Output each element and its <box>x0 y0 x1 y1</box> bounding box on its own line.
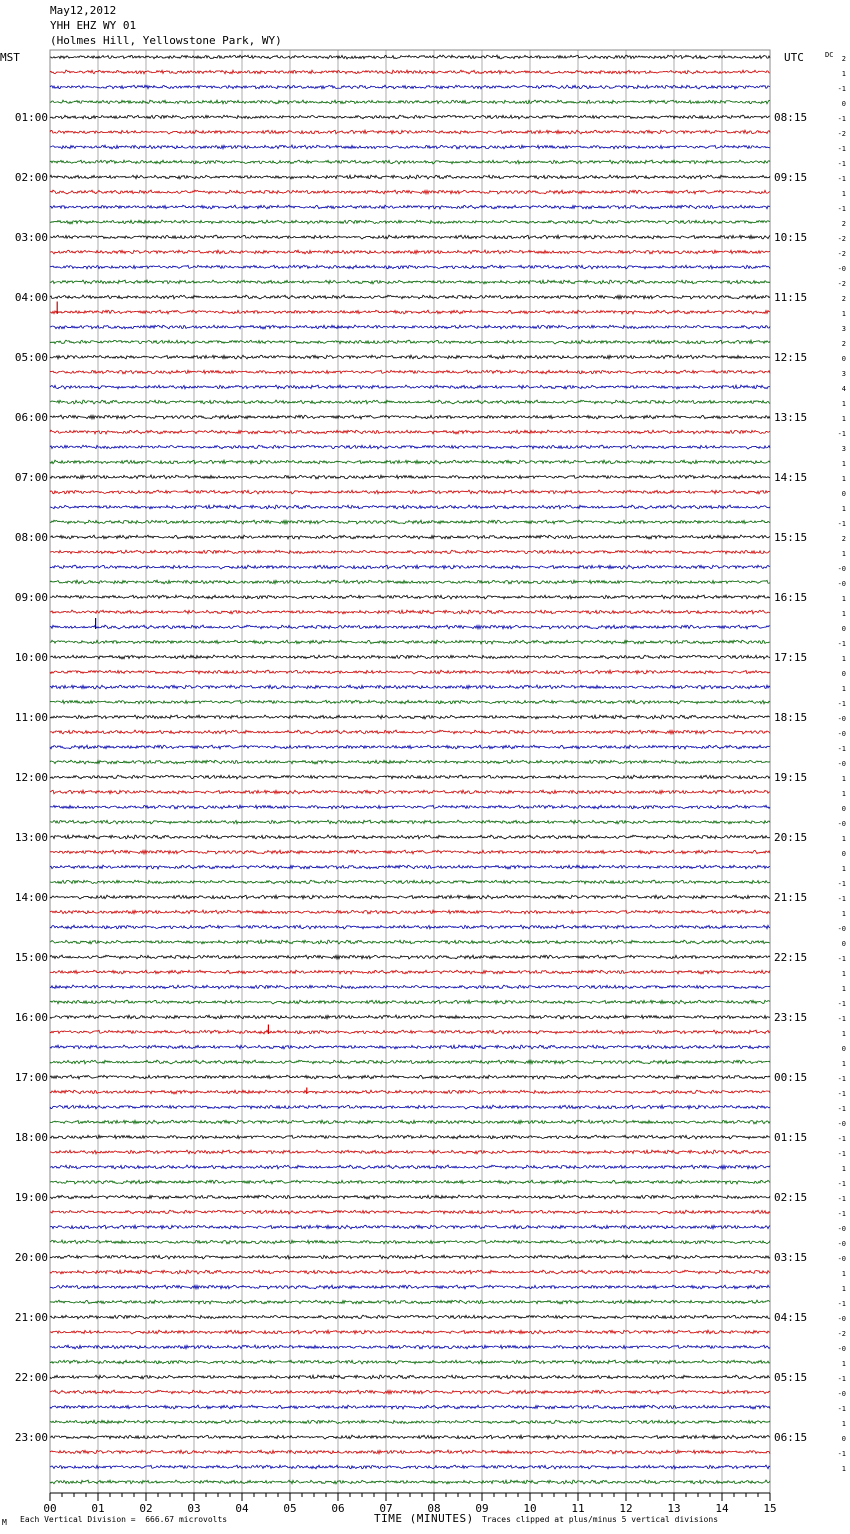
dc-offset-value: -1 <box>837 1090 846 1098</box>
left-axis-title-mst: MST <box>0 51 20 64</box>
trace-line <box>50 1450 770 1454</box>
dc-offset-value: 1 <box>841 1060 846 1068</box>
dc-column-title: DC <box>825 51 834 59</box>
x-tick-label: 06 <box>331 1502 345 1515</box>
trace-line <box>50 265 770 269</box>
dc-offset-value: -1 <box>837 1105 846 1113</box>
dc-offset-value: -0 <box>837 1225 846 1233</box>
dc-offset-value: 3 <box>841 325 846 333</box>
dc-offset-value: 1 <box>841 1165 846 1173</box>
dc-offset-value: 1 <box>841 505 846 513</box>
dc-offset-value: -1 <box>837 1015 846 1023</box>
utc-hour-label: 21:15 <box>774 891 808 904</box>
utc-hour-label: 11:15 <box>774 291 808 304</box>
x-tick-label: 04 <box>235 1502 249 1515</box>
mst-hour-label: 06:00 <box>14 411 48 424</box>
dc-offset-value: 2 <box>841 535 846 543</box>
dc-offset-value: 1 <box>841 1270 846 1278</box>
mst-hour-label: 16:00 <box>14 1011 48 1024</box>
utc-hour-label: 20:15 <box>774 831 808 844</box>
mst-hour-label: 22:00 <box>14 1371 48 1384</box>
utc-hour-label: 05:15 <box>774 1371 808 1384</box>
dc-offset-value: 1 <box>841 190 846 198</box>
dc-offset-value: -0 <box>837 1390 846 1398</box>
corner-mark: M <box>2 1518 7 1527</box>
trace-line <box>50 610 770 614</box>
dc-offset-value: 1 <box>841 400 846 408</box>
trace-line <box>50 640 770 644</box>
dc-offset-value: -1 <box>837 85 846 93</box>
dc-offset-value: 1 <box>841 910 846 918</box>
dc-offset-value: -0 <box>837 1345 846 1353</box>
trace-line <box>50 1435 770 1439</box>
dc-offset-value: 1 <box>841 985 846 993</box>
dc-offset-value: -0 <box>837 715 846 723</box>
mst-hour-label: 02:00 <box>14 171 48 184</box>
trace-line <box>50 550 770 554</box>
right-axis-title-utc: UTC <box>784 51 804 64</box>
dc-offset-value: -1 <box>837 1405 846 1413</box>
trace-line <box>50 175 770 179</box>
trace-line <box>50 790 770 794</box>
utc-hour-label: 22:15 <box>774 951 808 964</box>
dc-offset-value: -1 <box>837 520 846 528</box>
dc-offset-value: 2 <box>841 220 846 228</box>
utc-hour-label: 09:15 <box>774 171 808 184</box>
dc-offset-value: 1 <box>841 1420 846 1428</box>
utc-hour-label: 10:15 <box>774 231 808 244</box>
trace-line <box>50 505 770 509</box>
x-tick-label: 07 <box>379 1502 393 1515</box>
utc-hour-label: 03:15 <box>774 1251 808 1264</box>
dc-offset-value: 4 <box>841 385 846 393</box>
trace-line <box>50 295 770 299</box>
x-tick-label: 13 <box>667 1502 681 1515</box>
mst-hour-label: 01:00 <box>14 111 48 124</box>
trace-line <box>50 1255 770 1259</box>
trace-line <box>50 85 770 89</box>
dc-offset-value: 1 <box>841 550 846 558</box>
trace-line <box>50 1480 770 1484</box>
trace-line <box>50 1465 770 1469</box>
trace-line <box>50 1270 770 1274</box>
mst-hour-label: 10:00 <box>14 651 48 664</box>
dc-offset-value: 1 <box>841 655 846 663</box>
x-tick-label: 14 <box>715 1502 729 1515</box>
dc-offset-value: 1 <box>841 1030 846 1038</box>
dc-offset-value: 2 <box>841 340 846 348</box>
dc-offset-value: -0 <box>837 730 846 738</box>
utc-hour-label: 17:15 <box>774 651 808 664</box>
trace-line <box>50 910 770 914</box>
dc-offset-value: -2 <box>837 250 846 258</box>
dc-offset-value: -0 <box>837 925 846 933</box>
trace-line <box>50 865 770 869</box>
dc-offset-value: -1 <box>837 145 846 153</box>
utc-hour-label: 14:15 <box>774 471 808 484</box>
trace-line <box>50 415 770 419</box>
trace-line <box>50 205 770 209</box>
dc-offset-value: -1 <box>837 880 846 888</box>
dc-offset-value: 1 <box>841 595 846 603</box>
dc-offset-value: 3 <box>841 445 846 453</box>
dc-offset-value: -1 <box>837 1135 846 1143</box>
trace-line <box>50 1165 770 1169</box>
utc-hour-label: 01:15 <box>774 1131 808 1144</box>
x-tick-label: 09 <box>475 1502 489 1515</box>
trace-line <box>50 850 770 854</box>
x-axis-title: TIME (MINUTES) <box>374 1512 474 1525</box>
utc-hour-label: 06:15 <box>774 1431 808 1444</box>
utc-hour-label: 15:15 <box>774 531 808 544</box>
dc-offset-value: -1 <box>837 115 846 123</box>
utc-hour-label: 08:15 <box>774 111 808 124</box>
utc-hour-label: 13:15 <box>774 411 808 424</box>
dc-offset-value: 0 <box>841 1435 846 1443</box>
clip-note: Traces clipped at plus/minus 5 vertical divisions <box>482 1515 719 1524</box>
trace-line <box>50 835 770 839</box>
trace-line <box>50 100 770 104</box>
dc-offset-value: -1 <box>837 1210 846 1218</box>
trace-line <box>50 1360 770 1364</box>
mst-hour-label: 13:00 <box>14 831 48 844</box>
trace-line <box>50 1150 770 1154</box>
trace-line <box>50 310 770 314</box>
dc-offset-value: 1 <box>841 70 846 78</box>
mst-hour-label: 14:00 <box>14 891 48 904</box>
mst-hour-label: 15:00 <box>14 951 48 964</box>
dc-offset-value: -1 <box>837 895 846 903</box>
trace-line <box>50 235 770 239</box>
vertical-scale-label: Each Vertical Division = 666.67 microvolts <box>20 1515 228 1524</box>
dc-offset-value: -2 <box>837 130 846 138</box>
x-tick-label: 01 <box>91 1502 105 1515</box>
dc-offset-value: 0 <box>841 1045 846 1053</box>
dc-offset-value: -1 <box>837 1450 846 1458</box>
trace-line <box>50 220 770 224</box>
dc-offset-value: 1 <box>841 775 846 783</box>
dc-offset-value: -1 <box>837 1075 846 1083</box>
utc-hour-label: 18:15 <box>774 711 808 724</box>
mst-hour-label: 04:00 <box>14 291 48 304</box>
trace-line <box>50 1090 770 1094</box>
trace-line <box>50 340 770 344</box>
dc-offset-value: 0 <box>841 850 846 858</box>
trace-line <box>50 1390 770 1394</box>
trace-line <box>50 1420 770 1424</box>
mst-hour-label: 03:00 <box>14 231 48 244</box>
dc-offset-value: -1 <box>837 205 846 213</box>
station-location: (Holmes Hill, Yellowstone Park, WY) <box>50 34 282 47</box>
trace-line <box>50 1045 770 1049</box>
dc-offset-value: -1 <box>837 1000 846 1008</box>
dc-offset-value: 1 <box>841 835 846 843</box>
dc-offset-value: 0 <box>841 490 846 498</box>
dc-offset-value: -0 <box>837 565 846 573</box>
mst-hour-label: 19:00 <box>14 1191 48 1204</box>
dc-offset-value: -0 <box>837 1120 846 1128</box>
trace-line <box>50 670 770 674</box>
dc-offset-value: -0 <box>837 580 846 588</box>
x-tick-label: 08 <box>427 1502 441 1515</box>
trace-line <box>50 1285 770 1289</box>
trace-line <box>50 1375 770 1379</box>
trace-line <box>50 700 770 704</box>
dc-offset-value: -0 <box>837 265 846 273</box>
trace-line <box>50 55 770 59</box>
mst-hour-label: 23:00 <box>14 1431 48 1444</box>
trace-line <box>50 685 770 689</box>
dc-offset-value: 0 <box>841 940 846 948</box>
utc-hour-label: 00:15 <box>774 1071 808 1084</box>
trace-line <box>50 445 770 449</box>
mst-hour-label: 08:00 <box>14 531 48 544</box>
dc-offset-value: -1 <box>837 1300 846 1308</box>
trace-line <box>50 760 770 764</box>
mst-hour-label: 17:00 <box>14 1071 48 1084</box>
trace-line <box>50 535 770 539</box>
trace-line <box>50 730 770 734</box>
trace-line <box>50 1120 770 1124</box>
trace-line <box>50 805 770 809</box>
dc-offset-value: -0 <box>837 1315 846 1323</box>
dc-offset-value: -1 <box>837 1375 846 1383</box>
mst-hour-label: 11:00 <box>14 711 48 724</box>
trace-line <box>50 880 770 884</box>
x-tick-label: 10 <box>523 1502 537 1515</box>
x-tick-label: 11 <box>571 1502 585 1515</box>
trace-line <box>50 895 770 899</box>
trace-line <box>50 925 770 929</box>
dc-offset-value: -2 <box>837 235 846 243</box>
trace-line <box>50 970 770 974</box>
x-tick-label: 02 <box>139 1502 153 1515</box>
trace-line <box>50 565 770 569</box>
dc-offset-value: -2 <box>837 1330 846 1338</box>
trace-line <box>50 655 770 659</box>
trace-line <box>50 145 770 149</box>
dc-offset-value: -1 <box>837 700 846 708</box>
mst-hour-label: 05:00 <box>14 351 48 364</box>
dc-offset-value: 0 <box>841 100 846 108</box>
trace-line <box>50 1330 770 1334</box>
dc-offset-value: -0 <box>837 1240 846 1248</box>
trace-line <box>50 1195 770 1199</box>
dc-offset-value: -1 <box>837 430 846 438</box>
dc-offset-value: 1 <box>841 310 846 318</box>
dc-offset-value: 2 <box>841 295 846 303</box>
trace-line <box>50 1405 770 1409</box>
dc-offset-value: -1 <box>837 175 846 183</box>
dc-offset-value: 1 <box>841 610 846 618</box>
dc-offset-value: 2 <box>841 55 846 63</box>
dc-offset-value: -1 <box>837 160 846 168</box>
trace-line <box>50 595 770 599</box>
mst-hour-label: 20:00 <box>14 1251 48 1264</box>
dc-offset-value: 0 <box>841 355 846 363</box>
trace-line <box>50 715 770 719</box>
x-tick-label: 15 <box>763 1502 777 1515</box>
dc-offset-value: -1 <box>837 640 846 648</box>
trace-line <box>50 1135 770 1139</box>
dc-offset-value: -0 <box>837 820 846 828</box>
trace-line <box>50 325 770 329</box>
trace-line <box>50 1345 770 1349</box>
utc-hour-label: 02:15 <box>774 1191 808 1204</box>
record-date: May12,2012 <box>50 4 117 17</box>
utc-hour-label: 23:15 <box>774 1011 808 1024</box>
trace-line <box>50 370 770 374</box>
utc-hour-label: 04:15 <box>774 1311 808 1324</box>
trace-line <box>50 1210 770 1214</box>
dc-offset-value: -0 <box>837 760 846 768</box>
x-tick-label: 05 <box>283 1502 297 1515</box>
trace-line <box>50 625 770 629</box>
trace-line <box>50 355 770 359</box>
x-tick-label: 00 <box>43 1502 57 1515</box>
dc-offset-value: -1 <box>837 1195 846 1203</box>
trace-line <box>50 745 770 749</box>
mst-hour-label: 09:00 <box>14 591 48 604</box>
dc-offset-value: 1 <box>841 790 846 798</box>
trace-line <box>50 385 770 389</box>
trace-line <box>50 280 770 284</box>
trace-line <box>50 160 770 164</box>
dc-offset-value: -1 <box>837 1150 846 1158</box>
dc-offset-value: -2 <box>837 280 846 288</box>
trace-line <box>50 460 770 464</box>
dc-offset-value: 1 <box>841 685 846 693</box>
dc-offset-value: 1 <box>841 1285 846 1293</box>
mst-hour-label: 12:00 <box>14 771 48 784</box>
trace-line <box>50 475 770 479</box>
trace-line <box>50 1300 770 1304</box>
trace-line <box>50 775 770 779</box>
utc-hour-label: 16:15 <box>774 591 808 604</box>
dc-offset-value: -1 <box>837 745 846 753</box>
trace-line <box>50 1225 770 1229</box>
mst-hour-label: 07:00 <box>14 471 48 484</box>
dc-offset-value: -1 <box>837 955 846 963</box>
trace-line <box>50 1240 770 1244</box>
trace-line <box>50 1180 770 1184</box>
x-tick-label: 03 <box>187 1502 201 1515</box>
dc-offset-value: 1 <box>841 1360 846 1368</box>
mst-hour-label: 21:00 <box>14 1311 48 1324</box>
station-code: YHH EHZ WY 01 <box>50 19 137 32</box>
trace-line <box>50 1105 770 1109</box>
trace-line <box>50 1000 770 1004</box>
dc-offset-value: 3 <box>841 370 846 378</box>
trace-line <box>50 820 770 824</box>
dc-offset-value: -1 <box>837 1180 846 1188</box>
trace-line <box>50 985 770 989</box>
trace-line <box>50 955 770 959</box>
x-tick-label: 12 <box>619 1502 633 1515</box>
dc-offset-value: 0 <box>841 625 846 633</box>
trace-line <box>50 190 770 194</box>
utc-hour-label: 12:15 <box>774 351 808 364</box>
trace-line <box>50 1315 770 1319</box>
dc-offset-value: 1 <box>841 415 846 423</box>
dc-offset-value: 0 <box>841 670 846 678</box>
trace-line <box>50 490 770 494</box>
trace-line <box>50 1060 770 1064</box>
dc-offset-value: 1 <box>841 865 846 873</box>
dc-offset-value: -0 <box>837 1255 846 1263</box>
trace-line <box>50 1015 770 1019</box>
trace-line <box>50 70 770 74</box>
trace-line <box>50 520 770 524</box>
trace-line <box>50 1030 770 1034</box>
trace-line <box>50 130 770 134</box>
utc-hour-label: 19:15 <box>774 771 808 784</box>
trace-line <box>50 1075 770 1079</box>
trace-line <box>50 115 770 119</box>
trace-line <box>50 940 770 944</box>
dc-offset-value: 1 <box>841 475 846 483</box>
dc-offset-value: 1 <box>841 1465 846 1473</box>
dc-offset-value: 0 <box>841 805 846 813</box>
trace-line <box>50 430 770 434</box>
mst-hour-label: 18:00 <box>14 1131 48 1144</box>
trace-line <box>50 250 770 254</box>
trace-line <box>50 580 770 584</box>
dc-offset-value: 1 <box>841 970 846 978</box>
dc-offset-value: 1 <box>841 460 846 468</box>
trace-line <box>50 400 770 404</box>
